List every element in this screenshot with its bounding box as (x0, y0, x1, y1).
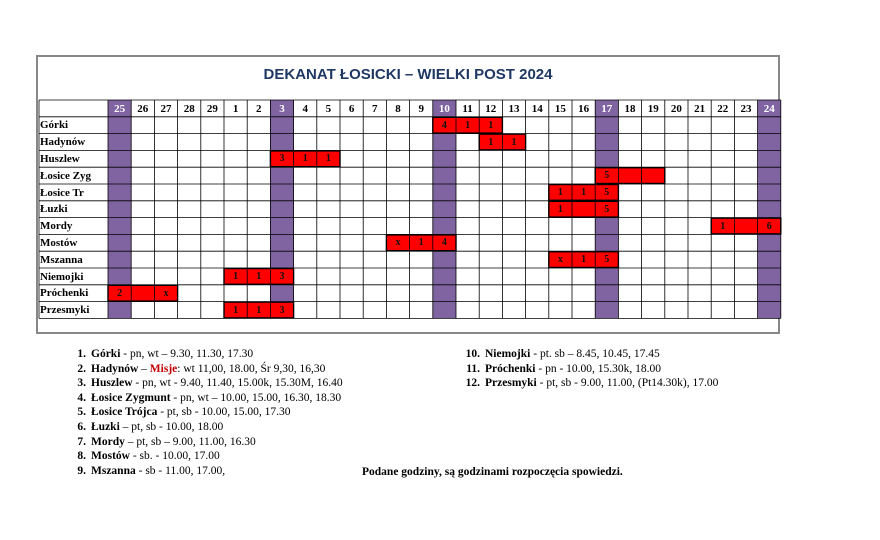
day-header: 7 (372, 102, 378, 115)
day-header: 18 (624, 102, 636, 115)
day-header: 23 (740, 102, 752, 115)
legend-parish-name: Przesmyki (485, 377, 537, 390)
legend-item (68, 348, 253, 360)
parish-row-label: Łuzki (40, 203, 68, 216)
event-cell-label: 1 (233, 304, 239, 316)
legend-number: 8. (77, 450, 86, 463)
event-cell-label: 1 (488, 136, 494, 148)
footnote: Podane godziny, są godzinami rozpoczęcia spowiedzi. (362, 466, 623, 478)
day-header: 5 (325, 102, 332, 115)
legend-item (462, 363, 661, 375)
parish-row-label: Niemojki (40, 270, 84, 283)
parish-row-label: Mszanna (40, 253, 83, 266)
legend-parish-name: Huszlew (91, 377, 133, 390)
legend-hours: - pt, sb - 10.00, 15.00, 17.30 (157, 406, 291, 419)
event-cell-label: 1 (465, 119, 471, 131)
legend-item (462, 348, 660, 360)
day-header: 22 (717, 102, 729, 115)
day-header: 4 (302, 102, 308, 115)
legend-item (68, 406, 291, 418)
day-header: 2 (256, 102, 262, 115)
day-header: 6 (348, 102, 355, 115)
legend-hours: - pt. sb – 8.45, 10.45, 17.45 (530, 348, 660, 360)
legend-hours: - pn - 10.00, 15.30k, 18.00 (535, 362, 662, 375)
day-header: 14 (531, 102, 543, 115)
legend-hours: : wt 11,00, 18.00, Śr 9,30, 16,30 (177, 362, 326, 375)
day-header: 11 (462, 102, 473, 115)
legend-item (68, 392, 341, 404)
event-cell-label: 1 (581, 187, 587, 198)
legend-parish-name: Łuzki (91, 421, 120, 433)
legend-hours: - pt, sb - 9.00, 11.00, (Pt14.30k), 17.00 (536, 377, 719, 390)
legend-parish-name: Mszanna (91, 464, 136, 477)
event-cell-label: 1 (720, 220, 726, 232)
day-header: 3 (279, 102, 285, 115)
day-header: 28 (183, 102, 195, 115)
day-header: 8 (395, 102, 401, 115)
legend-parish-name: Łosice Zygmunt (91, 391, 171, 404)
legend-hours: - pn, wt – 10.00, 15.00, 16.30, 18.30 (170, 391, 342, 404)
legend-number: 4. (77, 391, 86, 404)
legend-number: 3. (77, 377, 86, 390)
legend-number: 10. (465, 348, 480, 360)
event-cell-label: 4 (441, 119, 447, 131)
day-header: 10 (438, 102, 450, 115)
day-header: 12 (485, 102, 497, 115)
legend-parish-name: Niemojki (485, 348, 531, 360)
legend-number: 11. (466, 362, 480, 375)
day-header: 21 (694, 102, 706, 115)
legend-hours: - sb. - 10.00, 17.00 (129, 450, 220, 463)
event-cell-label: x (163, 287, 169, 299)
event-cell-label: 1 (557, 203, 563, 215)
event-cell-label: 5 (604, 170, 610, 182)
day-header: 13 (508, 102, 520, 115)
day-header: 16 (578, 102, 590, 115)
legend-parish-name: Górki (91, 348, 121, 360)
event-cell-label: 5 (604, 254, 610, 266)
parish-row-label: Próchenki (40, 287, 89, 300)
legend-number: 7. (77, 435, 86, 448)
legend-parish-name: Próchenki (485, 362, 536, 375)
day-header: 24 (763, 102, 775, 115)
legend-parish-name: Mordy (91, 435, 125, 448)
legend-item (68, 465, 225, 477)
event-cell-label: 5 (604, 203, 610, 215)
day-header: 20 (670, 102, 682, 115)
parish-row-label: Przesmyki (40, 304, 90, 317)
legend-number: 1. (77, 348, 86, 360)
event-cell-label: 1 (488, 119, 494, 131)
legend-parish-name: Hadynów (91, 362, 139, 375)
day-header: 1 (232, 102, 239, 115)
legend-hours: – pt, sb - 10.00, 18.00 (119, 421, 224, 433)
event-cell-label: 1 (557, 187, 563, 198)
day-header: 25 (114, 102, 126, 115)
legend-hours: – pt, sb – 9.00, 11.00, 16.30 (124, 435, 256, 448)
event-cell-label: 6 (766, 220, 772, 232)
event-cell-label: 1 (325, 153, 331, 165)
event-cell-label: 3 (279, 304, 285, 316)
event-cell-label: 1 (581, 254, 587, 266)
event-cell-label: 2 (117, 287, 123, 299)
legend-item (68, 421, 223, 433)
legend-item (462, 377, 718, 389)
event-cell-label: 5 (604, 187, 610, 198)
legend-number: 9. (77, 464, 86, 477)
parish-row-label: Hadynów (40, 136, 86, 149)
event-cell-label: x (395, 237, 401, 249)
day-header: 19 (647, 102, 659, 115)
legend-parish-name: Mostów (91, 450, 130, 463)
legend-hours: - pn, wt - 9.40, 11.40, 15.00k, 15.30M, 16.40 (132, 377, 343, 390)
parish-row-label: Łosice Tr (40, 186, 84, 199)
day-header: 15 (554, 102, 566, 115)
legend-number: 2. (77, 362, 86, 375)
event-cell-label: 1 (418, 237, 424, 249)
missions-label: Misje (149, 362, 178, 375)
legend-item: 2. Hadynów – Misje: wt 11,00, 18.00, Śr 9,30, 16,30 (68, 363, 325, 375)
event-cell-label: 1 (256, 271, 262, 282)
parish-row-label: Mostów (40, 236, 78, 249)
legend-parish-name: Łosice Trójca (91, 406, 158, 419)
event-cell-label: 1 (256, 304, 262, 316)
parish-row-label: Łosice Zyg (40, 169, 92, 182)
day-header: 29 (206, 102, 218, 115)
legend-number: 12. (465, 377, 480, 390)
event-cell-label: 3 (279, 271, 285, 282)
legend-number: 5. (77, 406, 86, 419)
event-cell-label: 3 (279, 153, 285, 165)
event-cell-label: 1 (233, 271, 239, 282)
parish-row-label: Górki (40, 119, 69, 132)
parish-row-label: Mordy (40, 220, 73, 233)
legend-number: 6. (77, 421, 86, 433)
day-header: 26 (137, 102, 149, 115)
day-header: 9 (418, 102, 424, 115)
day-header: 27 (160, 102, 172, 115)
event-cell-label: 1 (511, 136, 517, 148)
legend-item (68, 377, 343, 389)
legend-hours: - pn, wt – 9.30, 11.30, 17.30 (120, 348, 254, 360)
legend-item (68, 450, 220, 462)
page-title: DEKANAT ŁOSICKI – WIELKI POST 2024 (263, 66, 553, 83)
event-cell-label: 1 (302, 153, 308, 165)
day-header: 17 (601, 102, 613, 115)
legend-item (68, 436, 256, 448)
event-cell-label: x (557, 254, 563, 266)
parish-row-label: Huszlew (40, 152, 80, 165)
legend-hours: - sb - 11.00, 17.00, (135, 464, 226, 477)
event-cell-label: 4 (441, 237, 447, 249)
